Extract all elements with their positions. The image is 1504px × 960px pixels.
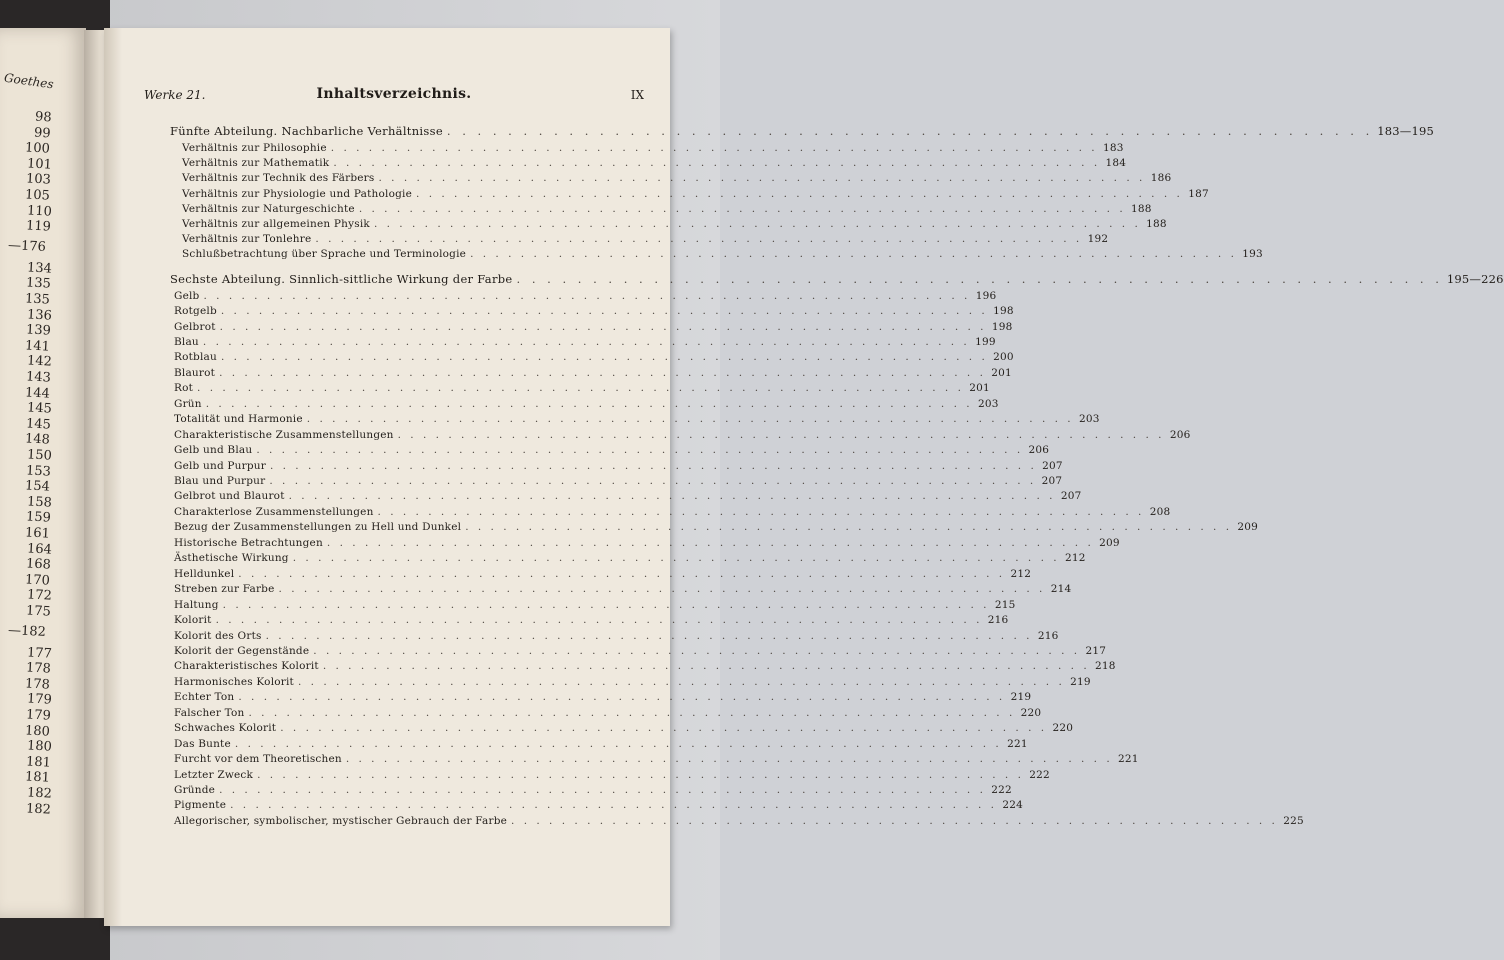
section-heading [170,124,1435,140]
left-page-number: 168 [25,556,52,573]
left-page-number: 144 [24,384,51,402]
leader-dots: . . . . . . . . . . . . . . . . . . . . . . . . . . . . . . . . . . . . . . . . . . . . . . . . . . . . . . . . . . . . . [256,444,1024,457]
toc-entry [174,490,1082,505]
leader-dots: . . . . . . . . . . . . . . . . . . . . . . . . . . . . . . . . . . . . . . . . . . . . . . . . . . . . . . . . . . . . . [333,157,1101,170]
section-page-range: 195—226 [1446,271,1504,286]
leader-dots: . . . . . . . . . . . . . . . . . . . . . . . . . . . . . . . . . . . . . . . . . . . . . . . . . . . . . . . . . . . . . [288,490,1056,503]
left-page-number: 145 [25,416,52,433]
leader-dots: . . . . . . . . . . . . . . . . . . . . . . . . . . . . . . . . . . . . . . . . . . . . . . . . . . . . . . . . . . . . . [215,614,983,627]
left-page-number: 136 [26,306,53,324]
entry-label: Das Bunte [174,737,231,750]
entry-page-number: 209 [1237,521,1259,534]
toc-entry [182,142,1124,157]
toc-entry [174,706,1042,722]
entry-label: Kolorit des Orts [174,629,262,642]
toc-entry [174,475,1063,490]
entry-label: Gelb [174,289,200,302]
entry-page-number: 218 [1095,660,1116,673]
entry-page-number: 187 [1188,187,1209,200]
leader-dots: . . . . . . . . . . . . . . . . . . . . . . . . . . . . . . . . . . . . . . . . . . . . . . . . . . . . . . . . . . . . . [306,413,1074,426]
leader-dots: . . . . . . . . . . . . . . . . . . . . . . . . . . . . . . . . . . . . . . . . . . . . . . . . . . . . . . . . . . . . . [269,459,1037,472]
left-page-number: 150 [26,447,53,464]
entry-label: Verhältnis zur Tonlehre [182,233,312,246]
toc-entry [182,248,1263,263]
entry-page-number: 224 [1002,799,1023,812]
toc-entry [174,521,1259,536]
entry-page-number: 201 [991,366,1012,379]
entry-page-number: 221 [1118,753,1139,766]
entry-page-number: 207 [1042,459,1063,472]
entry-label: Historische Betrachtungen [174,536,323,549]
entry-page-number: 221 [1007,737,1028,750]
entry-page-number: 193 [1242,248,1263,261]
left-page-number: 181 [24,769,51,787]
section-title: Fünfte Abteilung. Nachbarliche Verhältnisse [170,124,443,138]
toc-entry [182,233,1109,248]
entry-label: Blau und Purpur [174,475,266,487]
toc-entry [182,157,1127,172]
entry-page-number: 220 [1020,706,1042,719]
entry-page-number: 216 [1037,629,1059,642]
toc-entry [174,722,1074,737]
leader-dots: . . . . . . . . . . . . . . . . . . . . . . . . . . . . . . . . . . . . . . . . . . . . . . . . . . . . . . . . . . . . . [230,799,997,812]
entry-page-number: 201 [969,382,990,395]
toc-entry [174,289,997,305]
entry-label: Letzter Zweck [174,768,254,781]
entry-label: Verhältnis zur Philosophie [182,142,327,154]
left-page-number: 170 [24,572,51,589]
toc-entry [174,784,1012,799]
entry-label: Verhältnis zur Physiologie und Pathologie [182,187,413,200]
entry-page-number: 206 [1169,428,1191,441]
left-page-number: —176 [7,237,47,255]
toc-entry [174,691,1032,706]
leader-dots: . . . . . . . . . . . . . . . . . . . . . . . . . . . . . . . . . . . . . . . . . . . . . . . . . . . . . . . . . . . . . [516,271,1443,286]
toc-entry [174,598,1016,614]
left-page-number: 145 [26,400,53,417]
leader-dots: . . . . . . . . . . . . . . . . . . . . . . . . . . . . . . . . . . . . . . . . . . . . . . . . . . . . . . . . . . . . . [269,475,1037,487]
toc-entry [174,629,1059,645]
entry-label: Charakterlose Zusammenstellungen [174,505,374,518]
section-title: Sechste Abteilung. Sinnlich-sittliche Wirkung der Farbe [170,271,513,286]
leader-dots: . . . . . . . . . . . . . . . . . . . . . . . . . . . . . . . . . . . . . . . . . . . . . . . . . . . . . . . . . . . . . [219,366,986,379]
entry-page-number: 217 [1085,644,1107,657]
left-page-number: 182 [26,785,53,802]
leader-dots: . . . . . . . . . . . . . . . . . . . . . . . . . . . . . . . . . . . . . . . . . . . . . . . . . . . . . . . . . . . . . [315,233,1083,246]
section-heading [170,271,1504,288]
leader-dots: . . . . . . . . . . . . . . . . . . . . . . . . . . . . . . . . . . . . . . . . . . . . . . . . . . . . . . . . . . . . . [257,768,1024,781]
left-page-number: 172 [26,587,53,605]
left-page-number: 110 [26,202,53,220]
entry-page-number: 192 [1087,233,1109,246]
entry-label: Kolorit der Gegenstände [174,644,310,657]
entry-label: Harmonisches Kolorit [174,675,294,688]
section-page-range: 183—195 [1377,124,1435,138]
entry-label: Totalität und Harmonie [174,413,303,426]
toc-entry [174,737,1028,753]
left-page-number: 159 [25,509,52,527]
entry-label: Blaurot [174,366,216,379]
left-page-number: 100 [24,140,51,157]
left-page-number: 119 [25,218,52,235]
entry-page-number: 188 [1131,202,1152,215]
entry-label: Gelbrot [174,320,216,333]
toc-entry [174,444,1050,459]
entry-page-number: 207 [1060,490,1082,503]
toc-entry [174,583,1072,598]
entry-label: Schwaches Kolorit [174,722,277,735]
leader-dots: . . . . . . . . . . . . . . . . . . . . . . . . . . . . . . . . . . . . . . . . . . . . . . . . . . . . . . . . . . . . . [373,218,1141,230]
left-page-number: 103 [25,171,52,189]
entry-label: Gründe [174,784,216,796]
entry-page-number: 206 [1028,444,1050,457]
toc-entry [174,552,1086,567]
entry-label: Charakteristische Zusammenstellungen [174,428,394,441]
entry-page-number: 212 [1064,552,1086,565]
toc-entry [182,218,1167,233]
leader-dots: . . . . . . . . . . . . . . . . . . . . . . . . . . . . . . . . . . . . . . . . . . . . . . . . . . . . . . . . . . . . . [265,629,1033,642]
running-header [144,86,644,108]
toc-entry [182,172,1172,187]
entry-label: Charakteristisches Kolorit [174,660,319,673]
toc-entry [174,413,1100,428]
toc-entry [174,335,996,351]
toc-entry [174,351,1014,366]
entry-page-number: 220 [1052,722,1074,735]
entry-page-number: 212 [1010,567,1032,580]
left-page-number: 177 [26,644,53,662]
toc-entry [174,614,1009,629]
entry-page-number: 203 [977,397,999,410]
entry-page-number: 222 [1029,768,1050,781]
toc-entry [174,644,1107,660]
entry-page-number: 200 [993,351,1014,364]
entry-label: Blau [174,335,199,348]
leader-dots: . . . . . . . . . . . . . . . . . . . . . . . . . . . . . . . . . . . . . . . . . . . . . . . . . . . . . . . . . . . . . [248,706,1016,719]
leader-dots: . . . . . . . . . . . . . . . . . . . . . . . . . . . . . . . . . . . . . . . . . . . . . . . . . . . . . . . . . . . . . [446,124,1374,138]
leader-dots: . . . . . . . . . . . . . . . . . . . . . . . . . . . . . . . . . . . . . . . . . . . . . . . . . . . . . . . . . . . . . [238,567,1006,580]
left-page-number: 179 [25,707,52,724]
leader-dots: . . . . . . . . . . . . . . . . . . . . . . . . . . . . . . . . . . . . . . . . . . . . . . . . . . . . . . . . . . . . . [234,737,1002,750]
entry-label: Verhältnis zur allgemeinen Physik [182,218,370,230]
leader-dots: . . . . . . . . . . . . . . . . . . . . . . . . . . . . . . . . . . . . . . . . . . . . . . . . . . . . . . . . . . . . . [358,202,1126,215]
left-page-number: 135 [25,275,52,293]
leader-dots: . . . . . . . . . . . . . . . . . . . . . . . . . . . . . . . . . . . . . . . . . . . . . . . . . . . . . . . . . . . . . [313,644,1081,657]
left-page-number: 178 [24,676,51,693]
leader-dots: . . . . . . . . . . . . . . . . . . . . . . . . . . . . . . . . . . . . . . . . . . . . . . . . . . . . . . . . . . . . . [322,660,1090,673]
leader-dots: . . . . . . . . . . . . . . . . . . . . . . . . . . . . . . . . . . . . . . . . . . . . . . . . . . . . . . . . . . . . . [219,320,987,333]
left-page-number: 154 [24,478,51,495]
entry-label: Rotgelb [174,305,217,318]
leader-dots: . . . . . . . . . . . . . . . . . . . . . . . . . . . . . . . . . . . . . . . . . . . . . . . . . . . . . . . . . . . . . [238,691,1006,704]
leader-dots: . . . . . . . . . . . . . . . . . . . . . . . . . . . . . . . . . . . . . . . . . . . . . . . . . . . . . . . . . . . . . [205,397,973,410]
left-page-number: 143 [25,369,52,386]
entry-page-number: 198 [991,320,1013,333]
left-page-number: 180 [24,722,51,740]
left-page-number: 182 [25,800,52,818]
leader-dots: . . . . . . . . . . . . . . . . . . . . . . . . . . . . . . . . . . . . . . . . . . . . . . . . . . . . . . . . . . . . . [377,505,1145,518]
leader-dots: . . . . . . . . . . . . . . . . . . . . . . . . . . . . . . . . . . . . . . . . . . . . . . . . . . . . . . . . . . . . . [297,675,1065,688]
leader-dots: . . . . . . . . . . . . . . . . . . . . . . . . . . . . . . . . . . . . . . . . . . . . . . . . . . . . . . . . . . . . . [378,172,1146,185]
left-page-number: 181 [25,754,52,771]
left-page [0,28,86,918]
entry-label: Rotblau [174,351,217,364]
leader-dots: . . . . . . . . . . . . . . . . . . . . . . . . . . . . . . . . . . . . . . . . . . . . . . . . . . . . . . . . . . . . . [326,536,1094,549]
entry-label: Falscher Ton [174,706,245,719]
entry-label: Allegorischer, symbolischer, mystischer Gebrauch der Farbe [174,814,508,827]
entry-page-number: 203 [1078,413,1100,426]
toc-entry [174,768,1050,784]
toc-entry [174,382,990,397]
entry-page-number: 214 [1050,583,1072,596]
leader-dots: . . . . . . . . . . . . . . . . . . . . . . . . . . . . . . . . . . . . . . . . . . . . . . . . . . . . . . . . . . . . . [219,784,986,796]
entry-page-number: 184 [1105,157,1127,170]
leader-dots: . . . . . . . . . . . . . . . . . . . . . . . . . . . . . . . . . . . . . . . . . . . . . . . . . . . . . . . . . . . . . [345,753,1113,766]
leader-dots: . . . . . . . . . . . . . . . . . . . . . . . . . . . . . . . . . . . . . . . . . . . . . . . . . . . . . . . . . . . . . [280,722,1048,735]
entry-label: Streben zur Farbe [174,583,275,596]
left-page-number: 178 [25,660,52,677]
entry-label: Verhältnis zur Technik des Färbers [182,172,375,185]
toc-entry [174,505,1171,521]
left-page-number: 179 [26,691,53,709]
entry-page-number: 188 [1146,218,1167,230]
leader-dots: . . . . . . . . . . . . . . . . . . . . . . . . . . . . . . . . . . . . . . . . . . . . . . . . . . . . . . . . . . . . . [511,814,1278,827]
entry-label: Gelb und Blau [174,444,253,457]
entry-page-number: 225 [1283,814,1304,827]
leader-dots: . . . . . . . . . . . . . . . . . . . . . . . . . . . . . . . . . . . . . . . . . . . . . . . . . . . . . . . . . . . . . [197,382,964,395]
entry-page-number: 186 [1150,172,1172,185]
entry-label: Furcht vor dem Theoretischen [174,753,342,766]
left-page-number: 99 [34,125,52,142]
left-page-number: —182 [7,622,47,640]
entry-label: Gelbrot und Blaurot [174,490,285,503]
toc-entry [174,536,1120,552]
leader-dots: . . . . . . . . . . . . . . . . . . . . . . . . . . . . . . . . . . . . . . . . . . . . . . . . . . . . . . . . . . . . . [397,428,1165,441]
left-page-number: 134 [26,260,53,277]
entry-label: Rot [174,382,194,395]
leader-dots: . . . . . . . . . . . . . . . . . . . . . . . . . . . . . . . . . . . . . . . . . . . . . . . . . . . . . . . . . . . . . [292,552,1060,565]
left-page-number: 180 [26,738,53,755]
entry-page-number: 222 [991,784,1012,796]
leader-dots: . . . . . . . . . . . . . . . . . . . . . . . . . . . . . . . . . . . . . . . . . . . . . . . . . . . . . . . . . . . . . [202,335,970,348]
left-page-number: 139 [25,322,52,339]
entry-page-number: 215 [994,598,1016,611]
entry-label: Schlußbetrachtung über Sprache und Terminologie [182,248,467,261]
toc-entry [174,567,1032,583]
entry-page-number: 208 [1149,505,1171,518]
toc-entry [174,799,1023,814]
left-page-number: 105 [24,187,51,204]
entry-label: Bezug der Zusammenstellungen zu Hell und Dunkel [174,521,462,534]
left-page-number: 175 [25,603,52,620]
entry-label: Ästhetische Wirkung [174,552,289,565]
toc-entry [174,675,1091,691]
entry-label: Echter Ton [174,691,235,704]
entry-page-number: 216 [987,614,1009,627]
leader-dots: . . . . . . . . . . . . . . . . . . . . . . . . . . . . . . . . . . . . . . . . . . . . . . . . . . . . . . . . . . . . . [465,521,1233,534]
entry-page-number: 183 [1102,142,1124,154]
entry-page-number: 219 [1010,691,1032,704]
entry-label: Gelb und Purpur [174,459,266,472]
toc-entry [174,459,1063,475]
entry-page-number: 199 [975,335,996,348]
left-page-number: 142 [26,353,53,371]
leader-dots: . . . . . . . . . . . . . . . . . . . . . . . . . . . . . . . . . . . . . . . . . . . . . . . . . . . . . . . . . . . . . [220,305,988,318]
page-number: IX [630,88,644,102]
entry-label: Haltung [174,598,219,611]
toc-entry [174,753,1139,768]
left-page-number: 161 [24,525,51,542]
toc-entry [182,202,1152,218]
leader-dots: . . . . . . . . . . . . . . . . . . . . . . . . . . . . . . . . . . . . . . . . . . . . . . . . . . . . . . . . . . . . . [278,583,1046,596]
leader-dots: . . . . . . . . . . . . . . . . . . . . . . . . . . . . . . . . . . . . . . . . . . . . . . . . . . . . . . . . . . . . . [203,289,971,302]
leader-dots: . . . . . . . . . . . . . . . . . . . . . . . . . . . . . . . . . . . . . . . . . . . . . . . . . . . . . . . . . . . . . [220,351,988,364]
right-page [104,28,1504,926]
leader-dots: . . . . . . . . . . . . . . . . . . . . . . . . . . . . . . . . . . . . . . . . . . . . . . . . . . . . . . . . . . . . . [330,142,1098,154]
left-page-fragment: Goethes [3,70,55,92]
toc-entry [174,660,1116,675]
left-page-number: 153 [25,462,52,480]
entry-page-number: 219 [1070,675,1091,688]
leader-dots: . . . . . . . . . . . . . . . . . . . . . . . . . . . . . . . . . . . . . . . . . . . . . . . . . . . . . . . . . . . . . [470,248,1237,261]
leader-dots: . . . . . . . . . . . . . . . . . . . . . . . . . . . . . . . . . . . . . . . . . . . . . . . . . . . . . . . . . . . . . [416,187,1183,200]
leader-dots: . . . . . . . . . . . . . . . . . . . . . . . . . . . . . . . . . . . . . . . . . . . . . . . . . . . . . . . . . . . . . [222,598,990,611]
toc-entry [174,428,1191,444]
header-volume: Werke 21. [144,88,206,102]
page-shadow [104,28,122,926]
entry-page-number: 196 [975,289,997,302]
entry-page-number: 198 [993,305,1014,318]
entry-page-number: 207 [1041,475,1063,487]
toc-entry [174,814,1304,830]
entry-label: Verhältnis zur Mathematik [182,157,330,170]
toc-entry [174,366,1012,382]
entry-label: Pigmente [174,799,227,812]
entry-label: Helldunkel [174,567,235,580]
entry-label: Kolorit [174,614,212,627]
entry-label: Grün [174,397,202,410]
entry-label: Verhältnis zur Naturgeschichte [182,202,355,215]
entry-page-number: 209 [1099,536,1120,549]
left-page-number: 158 [26,494,53,511]
toc-entry [174,305,1014,320]
toc-entry [174,320,1013,336]
toc-entry [182,187,1209,203]
toc-entry [174,397,999,413]
left-page-number: 141 [24,338,51,355]
left-page-number: 148 [24,431,51,449]
left-page-number: 101 [26,156,53,173]
left-page-number: 98 [35,109,53,126]
page-title: Inhaltsverzeichnis. [316,86,472,102]
left-page-number: 164 [26,540,53,558]
left-page-number: 135 [24,291,51,308]
